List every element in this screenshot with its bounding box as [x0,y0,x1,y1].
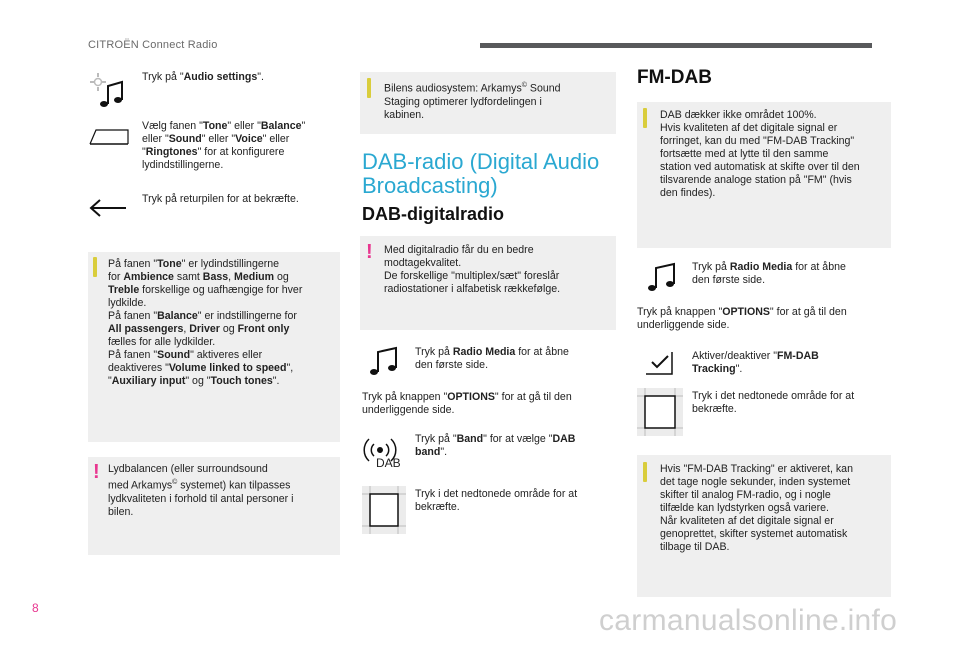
settings-music-icon [88,72,128,110]
step-options: Tryk på knappen "OPTIONS" for at gå til den underliggende side. [362,391,572,416]
music-note-icon [366,346,402,378]
step-options: Tryk på knappen "OPTIONS" for at gå til den underliggende side. [637,306,847,331]
greyed-area-icon [362,486,406,534]
header-title: CITROËN Connect Radio [88,39,218,51]
header-bar [480,43,872,48]
info-text-fm-dab: DAB dækker ikke området 100%. Hvis kvaliteten af det digitale signal er forringet, kan du med "FM-DAB Tracking" fortsætte med at lytte til den samme station ved automatisk at skifte over til den tilsvarende analoge station på "FM" (hvis den findes). [660,109,860,199]
info-marker [643,108,647,128]
warning-text-digitalradio: Med digitalradio får du en bedre modtagekvalitet. De forskellige "multiplex/sæt" foreslår radiostationer i alfabetisk rækkefølge. [384,244,561,295]
heading-dab-digitalradio: DAB-digitalradio [362,204,504,224]
step-band-dab: Tryk på "Band" for at vælge "DAB band". [415,433,576,458]
info-text-tabs: På fanen "Tone" er lydindstillingerne for Ambience samt Bass, Medium og Treble forskellige og uafhængige for hver lydkilde. På fanen "Balance" er indstillingerne for All passengers, Driver og Front only fælles for alle lydkilder. På fanen "Sound" aktiveres eller deaktiveres "Volume linked to speed", "Auxiliary input" og "Touch tones". [108,258,303,387]
step-toggle-fm-dab: Aktiver/deaktiver "FM-DAB Tracking". [692,350,819,375]
step-radio-media: Tryk på Radio Media for at åbne den første side. [692,261,846,286]
music-note-icon [644,262,680,294]
step-radio-media: Tryk på Radio Media for at åbne den første side. [415,346,569,371]
checkbox-icon [644,350,674,376]
info-marker [643,462,647,482]
tab-icon [88,126,130,146]
info-text-fm-dab-tracking: Hvis "FM-DAB Tracking" er aktiveret, kan det tage nogle sekunder, inden systemet skifter til analog FM-radio, og i nogle tilfælde kan lydstyrken også variere. Når kvaliteten af det digitale signal er genoprettet, skifter systemet automatisk tilbage til DAB. [660,463,853,553]
greyed-area-icon [637,388,683,436]
info-text-arkamys: Bilens audiosystem: Arkamys© Sound Staging optimerer lydfordelingen i kabinen. [384,82,561,121]
return-arrow-icon [88,196,128,220]
watermark: carmanualsonline.info [599,604,898,637]
step-confirm-greyed: Tryk i det nedtonede område for at bekræfte. [692,390,855,415]
step-confirm-return: Tryk på returpilen for at bekræfte. [142,193,299,205]
step-audio-settings: Tryk på "Audio settings". [142,71,264,83]
info-marker [93,257,97,277]
heading-dab-radio: DAB-radio (Digital Audio Broadcasting) [362,149,600,198]
step-confirm-greyed: Tryk i det nedtonede område for at bekræfte. [415,488,578,513]
warning-text-balance: Lydbalancen (eller surroundsound med Arkamys© systemet) kan tilpasses lydkvaliteten i forhold til antal personer i bilen. [108,463,294,518]
warning-marker: ! [366,241,373,263]
info-marker [367,78,371,98]
step-select-tab: Vælg fanen "Tone" eller "Balance" eller "Sound" eller "Voice" eller "Ringtones" for at konfigurere lydindstillingerne. [142,120,306,171]
page-number: 8 [32,601,39,615]
warning-marker: ! [93,461,100,483]
heading-fm-dab: FM-DAB [637,67,712,88]
dab-icon-label: DAB [376,456,401,470]
